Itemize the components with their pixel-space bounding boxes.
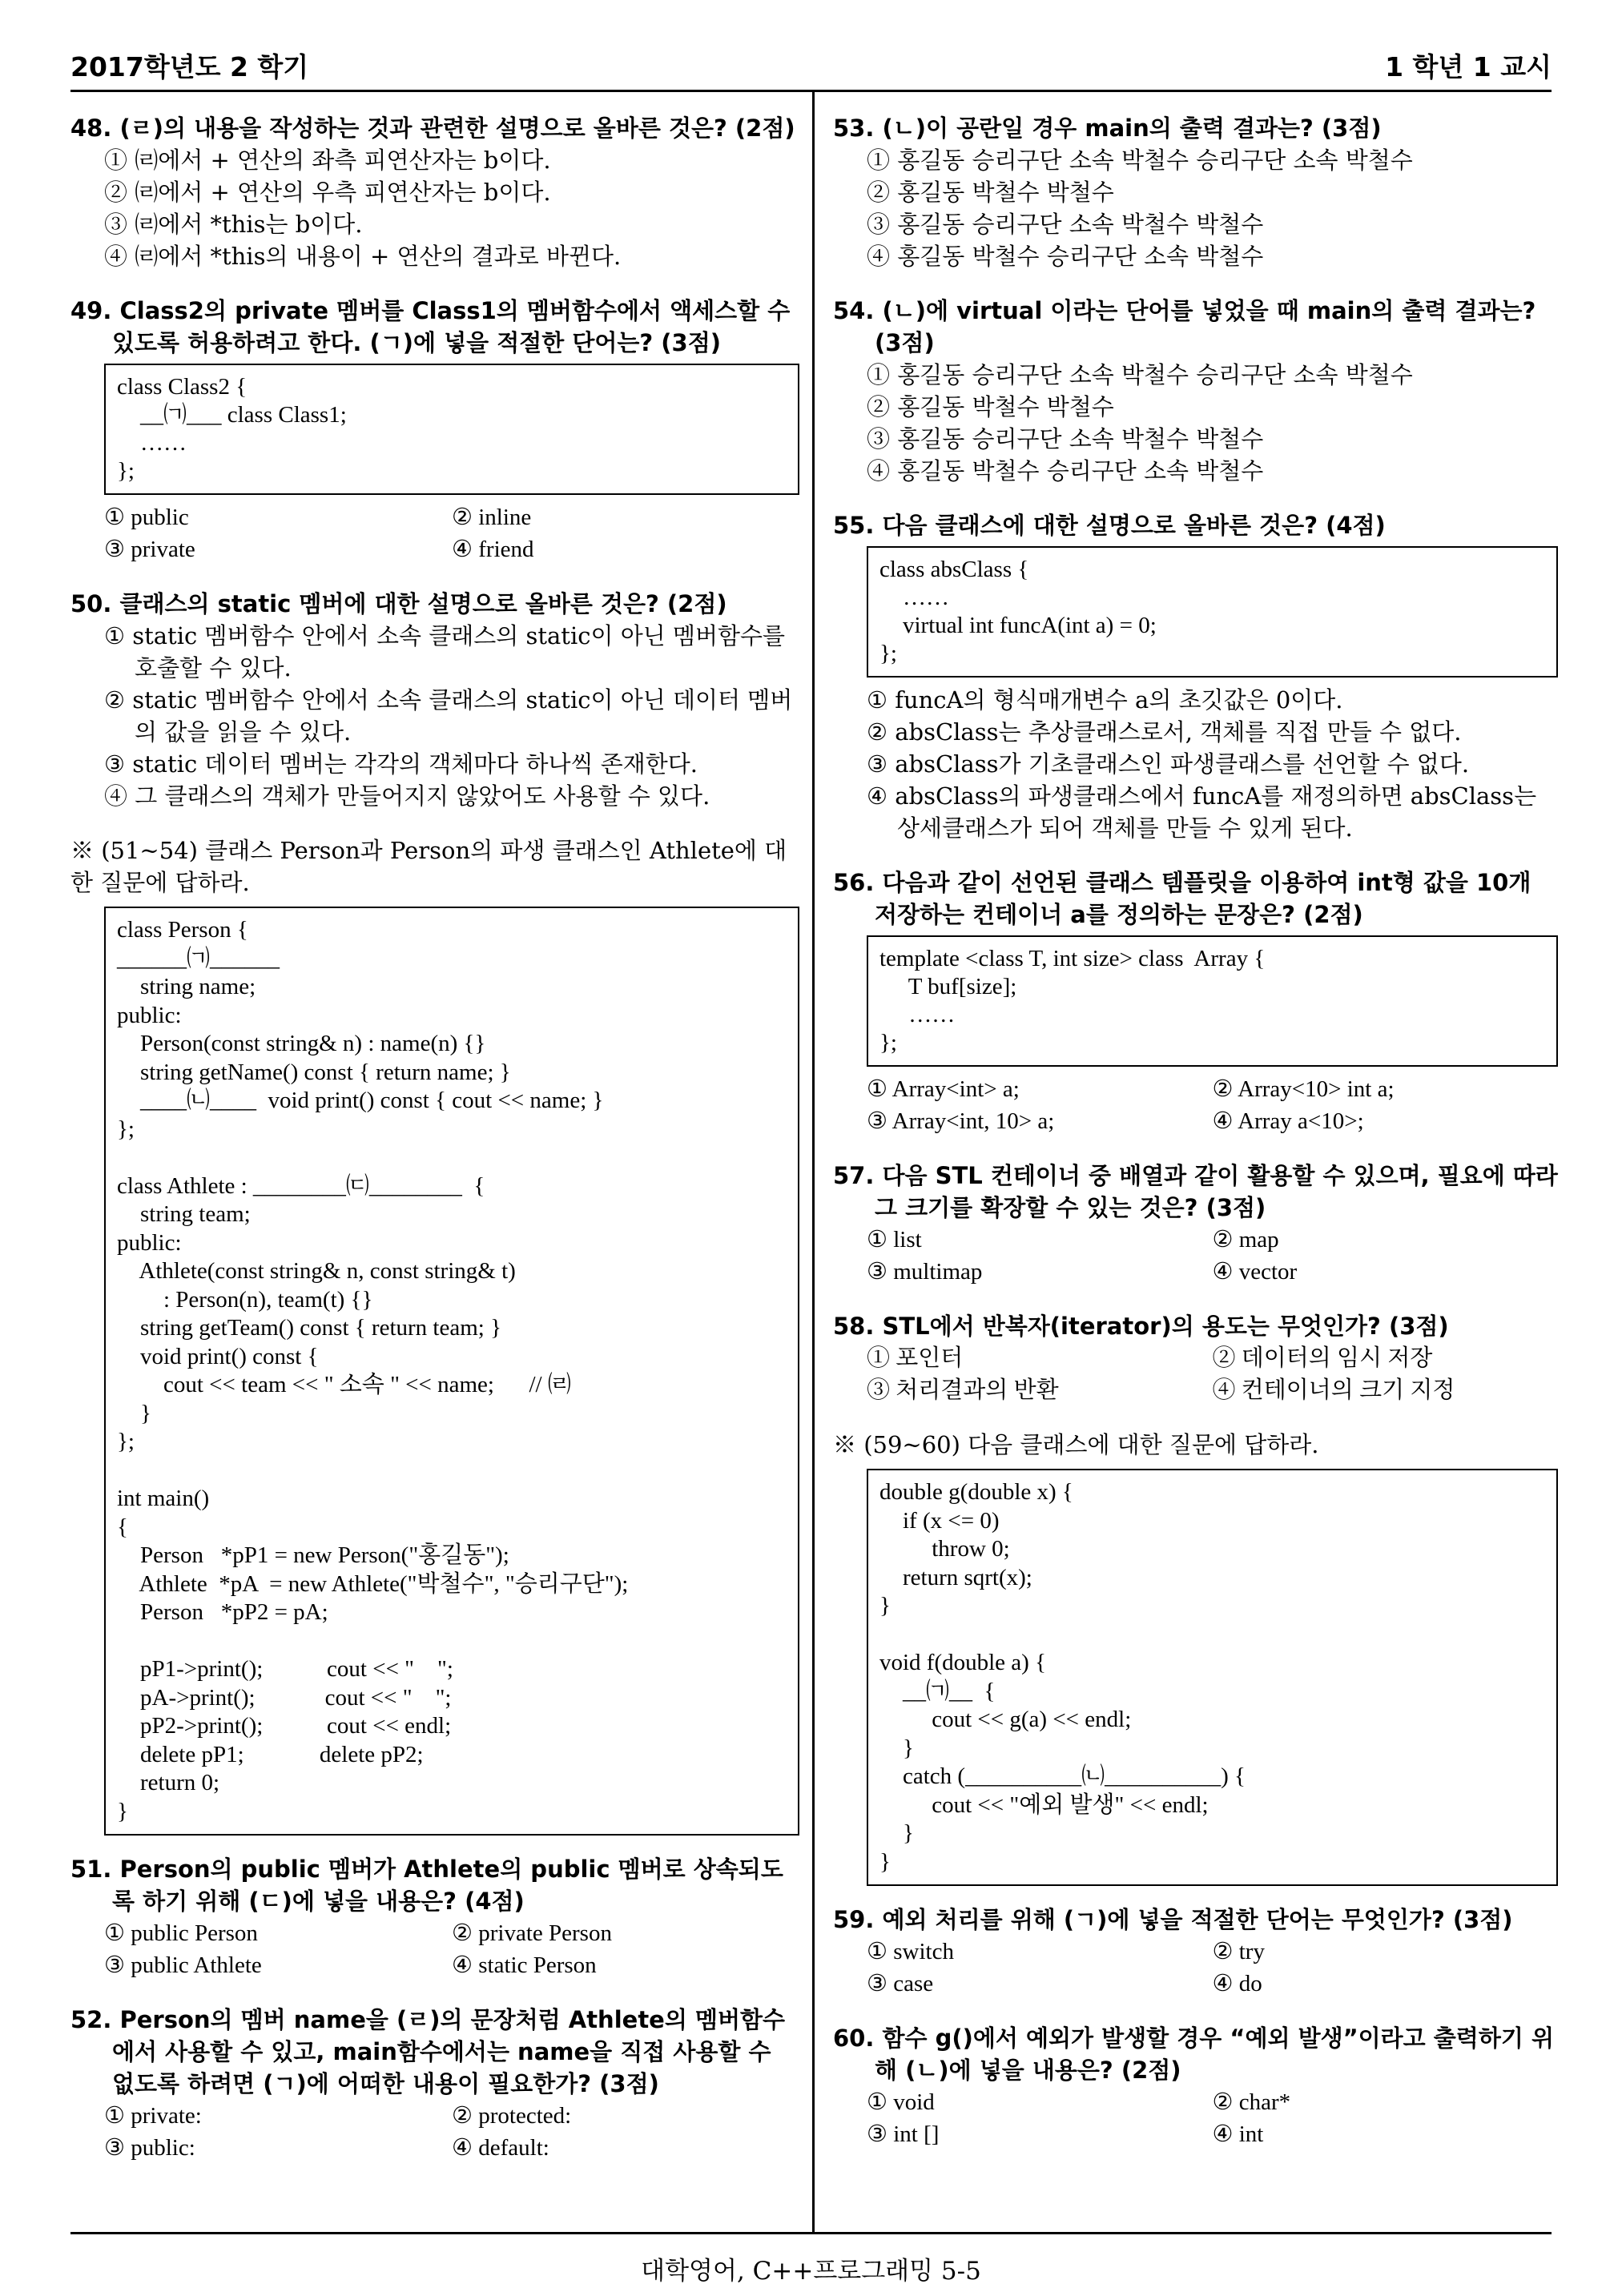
option: ④ 컨테이너의 크기 지정 (1212, 1377, 1455, 1403)
option: ① private: (104, 2103, 202, 2129)
group-note: ※ (59~60) 다음 클래스에 대한 질문에 답하라. (833, 1431, 1319, 1458)
option: ③ Array<int, 10> a; (867, 1108, 1055, 1134)
options-grid (833, 1342, 1558, 1406)
option: ③ private (104, 537, 195, 562)
option: ① void (867, 2089, 935, 2115)
option: ④ 홍길동 박철수 승리구단 소속 박철수 (867, 243, 1264, 270)
option: ① 홍길동 승리구단 소속 박철수 승리구단 소속 박철수 (867, 147, 1413, 174)
option: ④ default: (452, 2135, 549, 2161)
question-stem: 56. 다음과 같이 선언된 클래스 템플릿을 이용하여 int형 값을 10개 저장하는 컨테이너 a를 정의하는 문장은? (2점) (833, 869, 1531, 928)
option: ② Array<10> int a; (1212, 1076, 1395, 1102)
option: ④ do (1212, 1971, 1262, 1996)
column-divider (812, 92, 815, 2232)
question-stem: 52. Person의 멤버 name을 (ㄹ)의 문장처럼 Athlete의 멤버함수에서 사용할 수 있고, main함수에서는 name을 직접 사용할 수 없도록 하려면 (ㄱ)에 어떠한 내용이 필요한가? (3점) (70, 2006, 786, 2097)
option: ④ ㈃에서 *this의 내용이 + 연산의 결과로 바뀐다. (104, 243, 622, 270)
option: ④ static Person (452, 1952, 597, 1978)
option: ③ int [] (867, 2121, 940, 2147)
option: ① list (867, 1227, 922, 1253)
option: ④ Array a<10>; (1212, 1108, 1364, 1134)
option: ② protected: (452, 2103, 572, 2129)
options-grid (70, 1917, 799, 1981)
question-stem: 50. 클래스의 static 멤버에 대한 설명으로 올바른 것은? (2점) (70, 590, 727, 617)
page-footer: 대학영어, C++프로그래밍 5-5 (641, 2257, 981, 2286)
options-grid (833, 2086, 1558, 2150)
question-52 (70, 2004, 799, 2164)
question-stem: 55. 다음 클래스에 대한 설명으로 올바른 것은? (4점) (833, 512, 1386, 539)
question-50 (70, 588, 799, 812)
question-59 (833, 1904, 1558, 2000)
option: ③ static 데이터 멤버는 각각의 객체마다 하나씩 존재한다. (104, 750, 698, 778)
question-57 (833, 1160, 1558, 1288)
option: ② try (1212, 1939, 1265, 1964)
question-58 (833, 1310, 1558, 1406)
option: ③ absClass가 기초클래스인 파생클래스를 선언할 수 없다. (867, 750, 1470, 778)
question-stem: 54. (ㄴ)에 virtual 이라는 단어를 넣었을 때 main의 출력 결과는? (3점) (833, 297, 1536, 356)
option: ③ public: (104, 2135, 195, 2161)
code-box: double g(double x) { if (x <= 0) throw 0; return sqrt(x); } void f(double a) { __㈀__ { cout << g(a) << endl; } catch (__________㈁__________) { cout << "예외 발생" << endl; } } (867, 1469, 1558, 1886)
exam-term: 2017학년도 2 학기 (70, 51, 309, 82)
question-stem: 51. Person의 public 멤버가 Athlete의 public 멤버로 상속되도록 하기 위해 (ㄷ)에 넣을 내용은? (4점) (70, 1856, 783, 1915)
option: ① 홍길동 승리구단 소속 박철수 승리구단 소속 박철수 (867, 361, 1413, 388)
question-54 (833, 295, 1558, 487)
option: ① public Person (104, 1920, 258, 1946)
option: ③ 홍길동 승리구단 소속 박철수 박철수 (867, 211, 1264, 238)
option: ③ public Athlete (104, 1952, 262, 1978)
option: ④ absClass의 파생클래스에서 funcA를 재정의하면 absClass는 상세클래스가 되어 객체를 만들 수 있게 된다. (867, 782, 1537, 842)
option: ① funcA의 형식매개변수 a의 초깃값은 0이다. (867, 686, 1343, 714)
top-rule (70, 90, 1552, 92)
grade-period: 1 학년 1 교시 (1385, 51, 1552, 82)
options-grid (70, 2100, 799, 2164)
question-56 (833, 867, 1558, 1137)
left-column (70, 112, 799, 2186)
option: ④ 그 클래스의 객체가 만들어지지 않았어도 사용할 수 있다. (104, 782, 710, 810)
right-column (833, 112, 1558, 2173)
option: ④ vector (1212, 1259, 1298, 1285)
question-53 (833, 112, 1558, 272)
option: ② private Person (452, 1920, 612, 1946)
option: ④ int (1212, 2121, 1264, 2147)
question-stem: 48. (ㄹ)의 내용을 작성하는 것과 관련한 설명으로 올바른 것은? (2점) (70, 115, 795, 142)
option: ① 포인터 (867, 1345, 964, 1371)
option: ③ 처리결과의 반환 (867, 1377, 1059, 1403)
option: ① ㈃에서 + 연산의 좌측 피연산자는 b이다. (104, 147, 551, 174)
option: ③ multimap (867, 1259, 983, 1285)
code-box: class absClass { …… virtual int funcA(int a) = 0; }; (867, 546, 1558, 678)
options-grid (833, 1224, 1558, 1288)
question-stem: 57. 다음 STL 컨테이너 중 배열과 같이 활용할 수 있으며, 필요에 따라 그 크기를 확장할 수 있는 것은? (3점) (833, 1162, 1558, 1221)
option: ② static 멤버함수 안에서 소속 클래스의 static이 아닌 데이터 멤버의 값을 읽을 수 있다. (104, 686, 793, 746)
bottom-rule (70, 2232, 1552, 2234)
option: ② 홍길동 박철수 박철수 (867, 393, 1114, 420)
option: ③ 홍길동 승리구단 소속 박철수 박철수 (867, 425, 1264, 452)
code-box: class Class2 { __㈀___ class Class1; …… }; (104, 364, 799, 495)
option: ② ㈃에서 + 연산의 우측 피연산자는 b이다. (104, 179, 551, 206)
option: ② inline (452, 505, 532, 530)
question-stem: 59. 예외 처리를 위해 (ㄱ)에 넣을 적절한 단어는 무엇인가? (3점) (833, 1906, 1513, 1933)
option: ② map (1212, 1227, 1279, 1253)
question-stem: 53. (ㄴ)이 공란일 경우 main의 출력 결과는? (3점) (833, 115, 1382, 142)
option: ④ friend (452, 537, 534, 562)
option: ① switch (867, 1939, 954, 1964)
question-stem: 58. STL에서 반복자(iterator)의 용도는 무엇인가? (3점) (833, 1313, 1449, 1340)
question-stem: 49. Class2의 private 멤버를 Class1의 멤버함수에서 액세스할 수 있도록 허용하려고 한다. (ㄱ)에 넣을 적절한 단어는? (3점) (70, 297, 791, 356)
question-60 (833, 2022, 1558, 2150)
option: ④ 홍길동 박철수 승리구단 소속 박철수 (867, 457, 1264, 485)
option: ① static 멤버함수 안에서 소속 클래스의 static이 아닌 멤버함수를 호출할 수 있다. (104, 622, 786, 682)
question-49 (70, 295, 799, 565)
option: ② char* (1212, 2089, 1291, 2115)
group-note: ※ (51~54) 클래스 Person과 Person의 파생 클래스인 Athlete에 대한 질문에 답하라. (70, 837, 787, 896)
option: ① Array<int> a; (867, 1076, 1020, 1102)
option: ① public (104, 505, 189, 530)
option: ② 홍길동 박철수 박철수 (867, 179, 1114, 206)
question-48 (70, 112, 799, 272)
question-55 (833, 509, 1558, 844)
option: ③ case (867, 1971, 934, 1996)
option: ② 데이터의 임시 저장 (1212, 1345, 1433, 1371)
question-51 (70, 1853, 799, 1981)
option: ② absClass는 추상클래스로서, 객체를 직접 만들 수 없다. (867, 718, 1462, 746)
options-grid (70, 501, 799, 565)
option: ③ ㈃에서 *this는 b이다. (104, 211, 363, 238)
options-grid (833, 1936, 1558, 2000)
question-stem: 60. 함수 g()에서 예외가 발생할 경우 “예외 발생”이라고 출력하기 위해 (ㄴ)에 넣을 내용은? (2점) (833, 2025, 1554, 2084)
options-grid (833, 1073, 1558, 1137)
code-box: template <class T, int size> class Array { T buf[size]; …… }; (867, 935, 1558, 1067)
code-box: class Person { ______㈀______ string name; public: Person(const string& n) : name(n) {} string getName() const { return name; } ____㈁____ void print() const { cout << name; } }; class Athlete : ________㈂________ { string team; public: Athlete(const string& n, const string& t) : Person(n), team(t) {} string getTeam() const { return team; } void print() const { cout << team << " 소속 " << name; // ㈃ } }; int main() { Person *pP1 = new Person("홍길동"); Athlete *pA = new Athlete("박철수", "승리구단"); Person *pP2 = pA; pP1->print(); cout << " "; pA->print(); cout << " "; pP2->print(); cout << endl; delete pP1; delete pP2; return 0; } (104, 907, 799, 1836)
